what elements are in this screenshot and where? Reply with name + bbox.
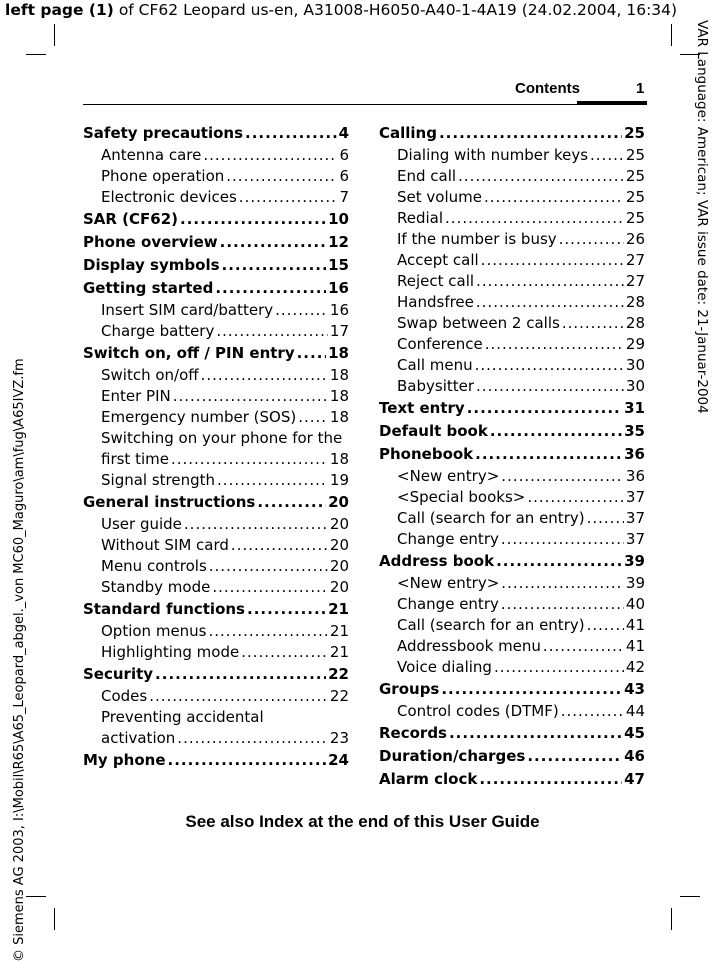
- toc-section[interactable]: [83, 254, 349, 277]
- toc-section[interactable]: [379, 420, 645, 443]
- toc-entry-title: Reject call: [397, 272, 475, 290]
- toc-entry-title: Security: [83, 665, 154, 683]
- toc-leader-dots: [475, 443, 622, 466]
- toc-entry-title: Emergency number (SOS): [101, 408, 297, 426]
- header-rule: [83, 104, 647, 105]
- toc-entry-title: Voice dialing: [397, 658, 492, 676]
- toc-subsection[interactable]: [83, 535, 349, 556]
- toc-entry-title: Highlighting mode: [101, 643, 240, 661]
- toc-page-number: 26: [625, 230, 645, 248]
- toc-section[interactable]: [83, 663, 349, 686]
- toc-section[interactable]: [83, 342, 349, 365]
- toc-subsection[interactable]: [83, 514, 349, 535]
- toc-entry-title: Control codes (DTMF): [397, 702, 559, 720]
- page-number: 1: [636, 80, 645, 97]
- toc-section[interactable]: [83, 277, 349, 300]
- toc-leader-dots: [587, 615, 624, 636]
- toc-section[interactable]: [379, 443, 645, 466]
- toc-subsection[interactable]: [379, 466, 645, 487]
- toc-page-number: 20: [328, 493, 349, 511]
- toc-section[interactable]: [379, 397, 645, 420]
- print-header: [5, 1, 677, 19]
- toc-leader-dots: [527, 745, 622, 768]
- toc-entry-title: Redial: [397, 209, 444, 227]
- toc-subsection[interactable]: [379, 187, 645, 208]
- toc-page-number: 30: [625, 377, 645, 395]
- toc-page-number: 28: [625, 314, 645, 332]
- toc-leader-dots: [476, 271, 624, 292]
- toc-leader-dots: [222, 254, 327, 277]
- toc-leader-dots: [441, 678, 622, 701]
- toc-subsection[interactable]: [379, 334, 645, 355]
- toc-entry-title: Electronic devices: [101, 188, 237, 206]
- toc-leader-dots: [501, 529, 624, 550]
- crop-mark: [671, 24, 672, 46]
- toc-page-number: 37: [625, 509, 645, 527]
- toc-entry-title: Address book: [379, 552, 495, 570]
- toc-entry-title: Switch on, off / PIN entry: [83, 344, 295, 362]
- toc-subsection[interactable]: [379, 313, 645, 334]
- toc-leader-dots: [209, 621, 328, 642]
- toc-section[interactable]: [379, 768, 645, 791]
- toc-entry-title: Call (search for an entry): [397, 616, 585, 634]
- toc-entry-title: User guide: [101, 515, 182, 533]
- toc-subsection[interactable]: [379, 594, 645, 615]
- crop-mark: [54, 24, 55, 46]
- toc-leader-dots: [257, 491, 326, 514]
- toc-leader-dots: [215, 277, 326, 300]
- toc-leader-dots: [467, 397, 622, 420]
- crop-mark: [26, 896, 46, 897]
- toc-entry-title: Default book: [379, 422, 488, 440]
- toc-leader-dots: [245, 122, 337, 145]
- toc-page-number: 41: [625, 616, 645, 634]
- toc-section[interactable]: [379, 678, 645, 701]
- toc-subsection[interactable]: [83, 187, 349, 208]
- toc-leader-dots: [180, 208, 326, 231]
- toc-section[interactable]: [379, 722, 645, 745]
- toc-subsection[interactable]: [83, 642, 349, 663]
- toc-subsection[interactable]: [83, 728, 349, 749]
- toc-page-number: 17: [329, 322, 349, 340]
- toc-page-number: 27: [625, 251, 645, 269]
- toc-subsection[interactable]: [379, 145, 645, 166]
- toc-page-number: 36: [624, 445, 645, 463]
- toc-page-number: 39: [625, 574, 645, 592]
- toc-leader-dots: [527, 487, 624, 508]
- toc-leader-dots: [173, 386, 328, 407]
- toc-leader-dots: [275, 300, 328, 321]
- toc-entry-title: <New entry>: [397, 574, 500, 592]
- toc-subsection[interactable]: [379, 487, 645, 508]
- toc-entry-title: If the number is busy: [397, 230, 557, 248]
- toc-page-number: 25: [625, 209, 645, 227]
- toc-page-number: 43: [624, 680, 645, 698]
- toc-entry-title: <New entry>: [397, 467, 500, 485]
- toc-leader-dots: [155, 663, 326, 686]
- toc-section[interactable]: [379, 745, 645, 768]
- toc-entry-title: first time: [101, 450, 169, 468]
- print-header-bold: left page (1): [5, 1, 114, 19]
- toc-leader-dots: [484, 187, 624, 208]
- toc-entry-title: Phone overview: [83, 233, 218, 251]
- toc-leader-dots: [490, 420, 622, 443]
- toc-section[interactable]: [83, 598, 349, 621]
- side-copyright: © Siemens AG 2003, I:\Mobil\R65\A65_Leopard_abgel._von MC60_Maguro\am\fug\A65IVZ.fm: [12, 358, 27, 962]
- toc-leader-dots: [449, 722, 622, 745]
- toc-leader-dots: [445, 208, 624, 229]
- toc-page-number: 35: [624, 422, 645, 440]
- toc-leader-dots: [247, 598, 326, 621]
- toc-subsection[interactable]: [379, 376, 645, 397]
- toc-page-number: 24: [328, 751, 349, 769]
- toc-entry-title: Phone operation: [101, 167, 225, 185]
- toc-entry-title: Accept call: [397, 251, 479, 269]
- toc-section[interactable]: [379, 122, 645, 145]
- toc-entry-title: Standard functions: [83, 600, 245, 618]
- toc-entry-title: SAR (CF62): [83, 210, 179, 228]
- toc-page-number: 18: [329, 408, 349, 426]
- toc-page-number: 18: [329, 366, 349, 384]
- toc-entry-title: Enter PIN: [101, 387, 171, 405]
- toc-page-number: 18: [329, 387, 349, 405]
- toc-leader-dots: [543, 636, 624, 657]
- toc-page-number: 22: [328, 665, 349, 683]
- toc-entry-title: Calling: [379, 124, 437, 142]
- toc-entry-title: Standby mode: [101, 578, 211, 596]
- toc-entry-title: Alarm clock: [379, 770, 478, 788]
- crop-mark: [680, 896, 700, 897]
- toc-leader-dots: [184, 514, 328, 535]
- toc-subsection[interactable]: [83, 621, 349, 642]
- toc-page-number: 4: [338, 124, 349, 142]
- toc-page-number: 20: [329, 536, 349, 554]
- header-rule-accent: [577, 101, 647, 105]
- toc-subsection[interactable]: [83, 686, 349, 707]
- toc-entry-title: Conference: [397, 335, 483, 353]
- toc-leader-dots: [239, 187, 338, 208]
- toc-entry-title: Groups: [379, 680, 440, 698]
- toc-subsection[interactable]: [379, 208, 645, 229]
- toc-entry-title: Menu controls: [101, 557, 207, 575]
- toc-leader-dots: [298, 407, 328, 428]
- toc-page-number: 42: [625, 658, 645, 676]
- toc-page-number: 18: [328, 344, 349, 362]
- toc-page-number: 18: [329, 450, 349, 468]
- toc-subsection[interactable]: [83, 449, 349, 470]
- toc-entry-title: Text entry: [379, 399, 465, 417]
- toc-subsection[interactable]: [379, 701, 645, 722]
- toc-leader-dots: [481, 250, 624, 271]
- toc-subsection[interactable]: [83, 166, 349, 187]
- toc-section[interactable]: [83, 208, 349, 231]
- toc-page-number: 31: [624, 399, 645, 417]
- toc-subsection[interactable]: [379, 636, 645, 657]
- toc-leader-dots: [216, 321, 328, 342]
- crop-mark: [54, 908, 55, 930]
- toc-subsection[interactable]: [379, 166, 645, 187]
- toc-subsection[interactable]: [83, 321, 349, 342]
- toc-entry-title: Display symbols: [83, 256, 220, 274]
- page-title: Contents: [515, 80, 580, 97]
- toc-right-column: [379, 122, 645, 791]
- toc-leader-dots: [501, 573, 624, 594]
- toc-subsection[interactable]: [83, 407, 349, 428]
- toc-leader-dots: [476, 292, 624, 313]
- toc-leader-dots: [212, 577, 328, 598]
- toc-entry-title: Insert SIM card/battery: [101, 301, 274, 319]
- toc-entry-title: Babysitter: [397, 377, 475, 395]
- toc-leader-dots: [496, 550, 622, 573]
- toc-entry-title: Switch on/off: [101, 366, 199, 384]
- footer-note: See also Index at the end of this User Guide: [185, 812, 540, 831]
- toc-section[interactable]: [83, 122, 349, 145]
- toc-leader-dots: [231, 535, 328, 556]
- toc-page-number: 15: [328, 256, 349, 274]
- toc-leader-dots: [201, 365, 328, 386]
- toc-entry-title: Charge battery: [101, 322, 215, 340]
- toc-section[interactable]: [83, 491, 349, 514]
- toc-subsection[interactable]: [83, 145, 349, 166]
- toc-section[interactable]: [379, 550, 645, 573]
- toc-page-number: 23: [329, 729, 349, 747]
- toc-leader-dots: [501, 466, 624, 487]
- toc-page-number: 10: [328, 210, 349, 228]
- toc-subsection[interactable]: [83, 386, 349, 407]
- crop-mark: [671, 908, 672, 930]
- toc-entry-title: General instructions: [83, 493, 256, 511]
- toc-leader-dots: [475, 355, 624, 376]
- toc-leader-dots: [209, 556, 328, 577]
- toc-page-number: 21: [329, 622, 349, 640]
- toc-page-number: 21: [329, 643, 349, 661]
- toc-leader-dots: [494, 657, 624, 678]
- toc-section[interactable]: [83, 749, 349, 772]
- toc-entry-title: My phone: [83, 751, 166, 769]
- toc-entry-title: Call menu: [397, 356, 473, 374]
- toc-subsection[interactable]: [379, 529, 645, 550]
- toc-leader-dots: [479, 768, 622, 791]
- toc-page-number: 20: [329, 515, 349, 533]
- toc-leader-dots: [241, 642, 328, 663]
- toc-entry-title: Records: [379, 724, 447, 742]
- toc-page-number: 16: [329, 301, 349, 319]
- toc-leader-dots: [587, 508, 624, 529]
- toc-entry-title: activation: [101, 729, 176, 747]
- toc-subsection[interactable]: [379, 508, 645, 529]
- toc-leader-dots: [171, 449, 328, 470]
- toc-leader-dots: [297, 342, 327, 365]
- toc-page-number: 22: [329, 687, 349, 705]
- toc-page-number: 25: [625, 146, 645, 164]
- toc-leader-dots: [458, 166, 624, 187]
- toc-entry-title: Codes: [101, 687, 148, 705]
- toc-entry-title: Change entry: [397, 530, 499, 548]
- toc-page-number: 19: [329, 471, 349, 489]
- toc-entry-title: Phonebook: [379, 445, 474, 463]
- toc-entry-title: Getting started: [83, 279, 214, 297]
- toc-subsection[interactable]: [379, 657, 645, 678]
- toc-subsection[interactable]: [83, 300, 349, 321]
- toc-left-column: [83, 122, 349, 772]
- toc-page-number: 27: [625, 272, 645, 290]
- toc-leader-dots: [559, 229, 624, 250]
- toc-subsection[interactable]: [379, 573, 645, 594]
- toc-page-number: 46: [624, 747, 645, 765]
- side-var-info: VAR Language: American; VAR issue date: 21-Januar-2004: [694, 20, 710, 414]
- toc-subsection[interactable]: [83, 470, 349, 491]
- toc-page-number: 25: [624, 124, 645, 142]
- toc-page-number: 20: [329, 557, 349, 575]
- toc-page-number: 12: [328, 233, 349, 251]
- toc-page-number: 16: [328, 279, 349, 297]
- toc-page-number: 41: [625, 637, 645, 655]
- toc-subsection[interactable]: [379, 250, 645, 271]
- toc-entry-title: Addressbook menu: [397, 637, 541, 655]
- print-header-rest: of CF62 Leopard us-en, A31008-H6050-A40-1-4A19 (24.02.2004, 16:34): [113, 1, 678, 19]
- toc-page-number: 40: [625, 595, 645, 613]
- toc-leader-dots: [590, 145, 624, 166]
- toc-subsection[interactable]: [379, 271, 645, 292]
- toc-entry-title: Signal strength: [101, 471, 216, 489]
- toc-entry-title: End call: [397, 167, 457, 185]
- toc-page-number: 39: [624, 552, 645, 570]
- toc-page-number: 6: [339, 167, 349, 185]
- toc-leader-dots: [203, 145, 337, 166]
- toc-entry-title: Call (search for an entry): [397, 509, 585, 527]
- toc-entry-title: Duration/charges: [379, 747, 526, 765]
- toc-leader-dots: [217, 470, 328, 491]
- toc-subsection[interactable]: [379, 615, 645, 636]
- toc-page-number: 45: [624, 724, 645, 742]
- toc-entry-title: Safety precautions: [83, 124, 244, 142]
- toc-entry-title: Change entry: [397, 595, 499, 613]
- toc-page-number: 37: [625, 488, 645, 506]
- toc-subsection[interactable]: [379, 229, 645, 250]
- toc-page-number: 44: [625, 702, 645, 720]
- toc-leader-dots: [485, 334, 624, 355]
- toc-entry-wrap-line: Preventing accidental: [101, 708, 264, 726]
- toc-entry-title: <Special books>: [397, 488, 526, 506]
- toc-subsection[interactable]: [379, 355, 645, 376]
- toc-subsection[interactable]: [83, 577, 349, 598]
- toc-entry-wrap-line: Switching on your phone for the: [101, 429, 343, 447]
- toc-page-number: 25: [625, 167, 645, 185]
- toc-page-number: 37: [625, 530, 645, 548]
- toc-subsection[interactable]: [83, 365, 349, 386]
- toc-entry-title: Without SIM card: [101, 536, 229, 554]
- toc-leader-dots: [476, 376, 624, 397]
- toc-entry-title: Dialing with number keys: [397, 146, 589, 164]
- toc-leader-dots: [226, 166, 337, 187]
- toc-subsection[interactable]: [379, 292, 645, 313]
- toc-section[interactable]: [83, 231, 349, 254]
- toc-leader-dots: [220, 231, 326, 254]
- toc-page-number: 20: [329, 578, 349, 596]
- toc-page-number: 47: [624, 770, 645, 788]
- toc-page-number: 6: [339, 146, 349, 164]
- toc-page-number: 7: [339, 188, 349, 206]
- toc-page-number: 29: [625, 335, 645, 353]
- toc-page-number: 36: [625, 467, 645, 485]
- toc-leader-dots: [501, 594, 624, 615]
- toc-leader-dots: [149, 686, 328, 707]
- toc-leader-dots: [561, 701, 624, 722]
- toc-page-number: 21: [328, 600, 349, 618]
- toc-subsection[interactable]: [83, 556, 349, 577]
- toc-page-number: 30: [625, 356, 645, 374]
- toc-entry-title: Antenna care: [101, 146, 202, 164]
- toc-leader-dots: [562, 313, 624, 334]
- toc-leader-dots: [168, 749, 327, 772]
- toc-entry-title: Handsfree: [397, 293, 474, 311]
- toc-entry-title: Option menus: [101, 622, 207, 640]
- toc-leader-dots: [177, 728, 328, 749]
- toc-page-number: 28: [625, 293, 645, 311]
- toc-entry-title: Set volume: [397, 188, 482, 206]
- crop-mark: [26, 54, 46, 55]
- toc-leader-dots: [439, 122, 622, 145]
- toc-entry-title: Swap between 2 calls: [397, 314, 560, 332]
- toc-page-number: 25: [625, 188, 645, 206]
